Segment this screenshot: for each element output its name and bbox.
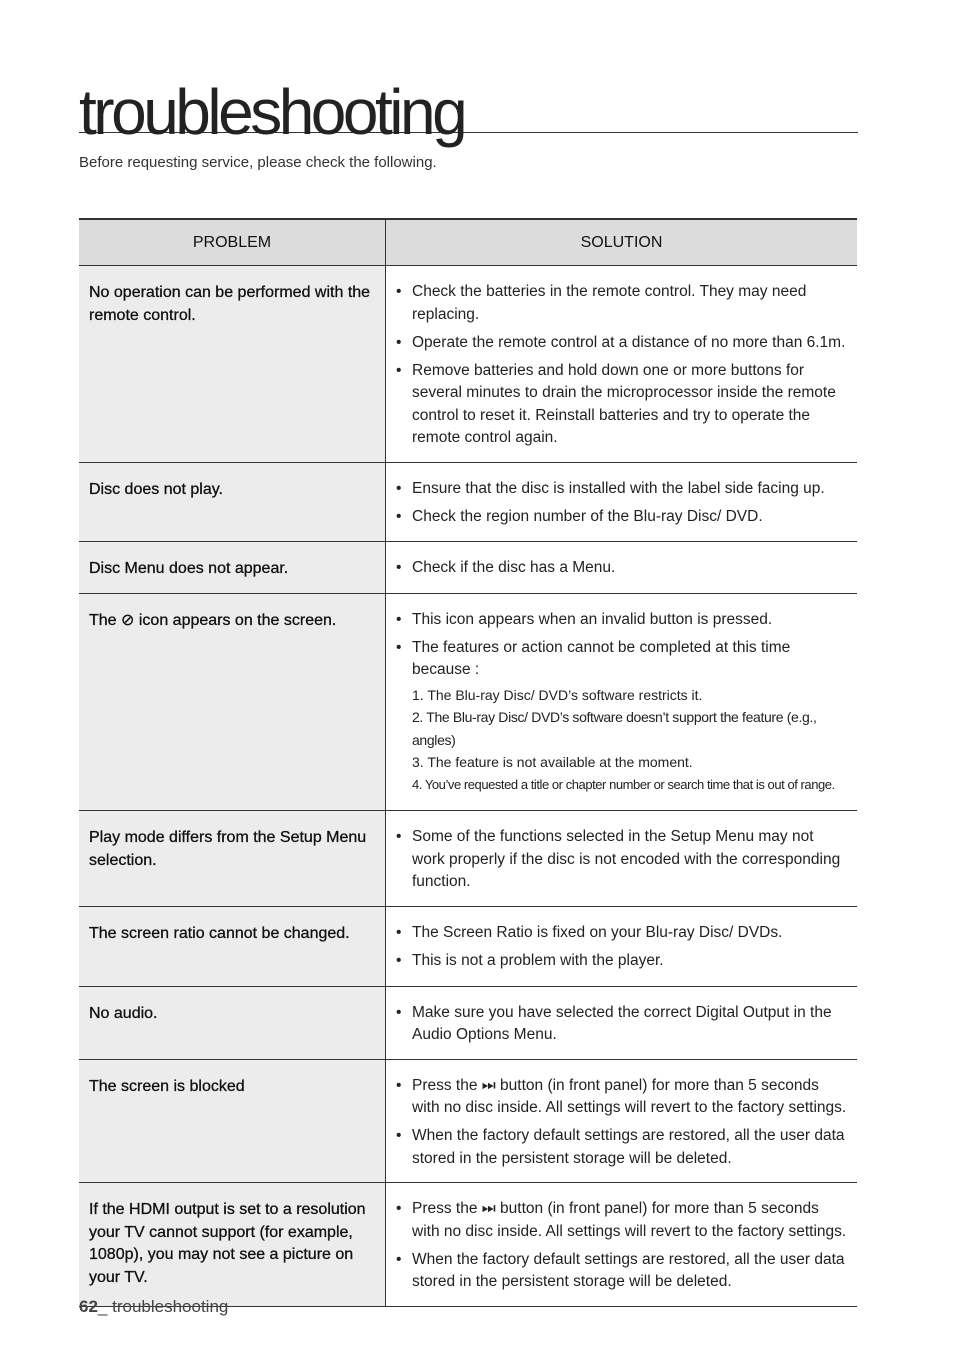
solution-item: • Check the region number of the Blu-ray Disc/ DVD. bbox=[396, 506, 849, 529]
problem-text: Disc Menu does not appear. bbox=[89, 559, 289, 577]
solution-list bbox=[396, 826, 849, 894]
solution-cell bbox=[386, 986, 858, 1059]
invalid-icon: ⊘ bbox=[121, 611, 135, 629]
reason-item: 4. You’ve requested a title or chapter number or search time that is out of range. bbox=[412, 776, 835, 792]
solution-item: • Remove batteries and hold down one or more buttons for several minutes to drain the microprocessor inside the remote control to reset it. Reinstall batteries and try to operate the remote control again. bbox=[396, 360, 849, 450]
solution-cell bbox=[386, 1059, 858, 1183]
solution-list bbox=[396, 557, 849, 580]
solution-item: • When the factory default settings are restored, all the user data stored in the persistent storage will be deleted. bbox=[396, 1125, 849, 1170]
problem-cell bbox=[79, 1183, 386, 1307]
solution-item: • Check the batteries in the remote control. They may need replacing. bbox=[396, 281, 849, 326]
table-row bbox=[79, 1183, 857, 1307]
reason-list bbox=[396, 684, 849, 797]
skip-forward-icon: ⏭ bbox=[481, 1200, 496, 1217]
solution-item bbox=[396, 1198, 849, 1243]
problem-text: No operation can be performed with the remote control. bbox=[89, 284, 371, 324]
troubleshooting-table bbox=[79, 218, 857, 1307]
page-title: troubleshooting bbox=[79, 76, 465, 148]
problem-cell bbox=[79, 541, 386, 593]
problem-cell bbox=[79, 811, 386, 907]
solution-item: • This is not a problem with the player. bbox=[396, 950, 849, 973]
solution-text: The features or action cannot be completed at this time because : bbox=[412, 638, 791, 678]
solution-text: button (in front panel) for more than 5 seconds with no disc inside. All settings will revert to the factory settings. bbox=[412, 1076, 847, 1116]
page-footer bbox=[79, 1297, 228, 1317]
footer-section: _ troubleshooting bbox=[97, 1297, 229, 1316]
table-header-row bbox=[79, 219, 857, 266]
problem-text: The screen is blocked bbox=[89, 1077, 245, 1095]
problem-cell bbox=[79, 593, 386, 811]
solution-list bbox=[396, 1002, 849, 1047]
problem-cell bbox=[79, 462, 386, 541]
solution-text: Press the bbox=[412, 1200, 482, 1217]
table-row bbox=[79, 906, 857, 986]
table-row bbox=[79, 541, 857, 593]
problem-cell bbox=[79, 986, 386, 1059]
table-row bbox=[79, 593, 857, 811]
solution-item: • This icon appears when an invalid button is pressed. bbox=[396, 609, 849, 632]
solution-item bbox=[396, 1075, 849, 1120]
reason-item: 1. The Blu-ray Disc/ DVD’s software restricts it. bbox=[412, 686, 703, 703]
table-row bbox=[79, 462, 857, 541]
title-rule bbox=[79, 72, 858, 148]
solution-cell bbox=[386, 541, 858, 593]
table-row bbox=[79, 266, 857, 463]
solution-item: • When the factory default settings are restored, all the user data stored in the persistent storage will be deleted. bbox=[396, 1249, 849, 1294]
reason-item: 2. The Blu-ray Disc/ DVD’s software doesn’t support the feature (e.g., angles) bbox=[412, 709, 817, 748]
solution-list bbox=[396, 609, 849, 682]
page-number: 62 bbox=[79, 1297, 98, 1316]
problem-text: If the HDMI output is set to a resolution your TV cannot support (for example, 1080p), you may not see a picture on your TV. bbox=[89, 1201, 366, 1286]
solution-item: • Make sure you have selected the correct Digital Output in the Audio Options Menu. bbox=[396, 1002, 849, 1047]
skip-forward-icon: ⏭ bbox=[481, 1076, 496, 1094]
solution-cell bbox=[386, 906, 858, 986]
solution-list bbox=[396, 478, 849, 529]
solution-item: • Ensure that the disc is installed with the label side facing up. bbox=[396, 478, 849, 501]
problem-text: The screen ratio cannot be changed. bbox=[89, 924, 350, 942]
problem-cell bbox=[79, 906, 386, 986]
problem-text: Play mode differs from the Setup Menu selection. bbox=[89, 829, 367, 869]
table-row bbox=[79, 811, 857, 907]
solution-cell bbox=[386, 462, 858, 541]
intro-text: Before requesting service, please check the following. bbox=[79, 154, 437, 171]
table-row bbox=[79, 986, 857, 1059]
solution-text: Press the bbox=[412, 1076, 482, 1094]
table-row bbox=[79, 1059, 857, 1183]
problem-cell bbox=[79, 1059, 386, 1183]
solution-cell bbox=[386, 811, 858, 907]
problem-text: The bbox=[89, 611, 122, 629]
problem-text: Disc does not play. bbox=[89, 480, 223, 498]
solution-cell bbox=[386, 593, 858, 811]
solution-item: • Operate the remote control at a distance of no more than 6.1m. bbox=[396, 332, 849, 355]
solution-item: • Check if the disc has a Menu. bbox=[396, 557, 849, 580]
solution-list bbox=[396, 281, 849, 450]
solution-item: • Some of the functions selected in the Setup Menu may not work properly if the disc is not encoded with the corresponding function. bbox=[396, 826, 849, 894]
reason-item: 3. The feature is not available at the moment. bbox=[412, 754, 693, 770]
solution-item bbox=[396, 637, 849, 682]
solution-list bbox=[396, 922, 849, 973]
solution-cell bbox=[386, 1183, 858, 1307]
problem-text: No audio. bbox=[89, 1004, 158, 1022]
problem-cell bbox=[79, 266, 386, 463]
solution-list bbox=[396, 1075, 849, 1171]
problem-text: icon appears on the screen. bbox=[134, 611, 337, 629]
problem-header: PROBLEM bbox=[79, 219, 386, 266]
solution-item: • The Screen Ratio is fixed on your Blu-ray Disc/ DVDs. bbox=[396, 922, 849, 945]
solution-text: button (in front panel) for more than 5 seconds with no disc inside. All settings will revert to the factory settings. bbox=[412, 1200, 847, 1240]
solution-cell bbox=[386, 266, 858, 463]
solution-list bbox=[396, 1198, 849, 1294]
solution-header: SOLUTION bbox=[386, 219, 858, 266]
